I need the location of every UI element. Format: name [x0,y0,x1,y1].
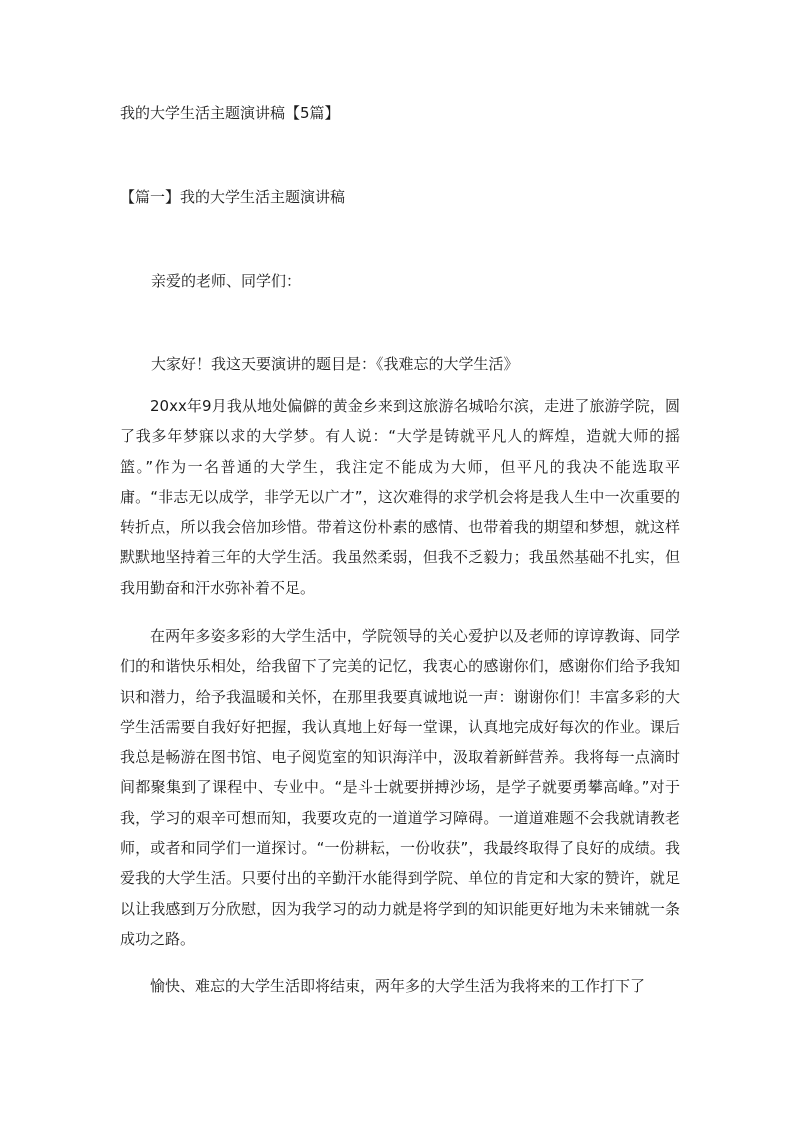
body-paragraph: 愉快、难忘的大学生活即将结束，两年多的大学生活为我将来的工作打下了 [150,977,646,995]
speech-greeting: 大家好！我这天要演讲的题目是：《我难忘的大学生活》 [151,355,519,373]
body-paragraph: 20xx年9月我从地处偏僻的黄金乡来到这旅游名城哈尔滨，走进了旅游学院，圆了我多年梦寐以求的大学梦。有人说：“大学是铸就平凡人的辉煌，造就大师的摇篮。”作为一名普通的大学生，我注定不能成为大师，但平凡的我决不能选取平庸。“非志无以成学，非学无以广才”，这次难得的求学机会将是我人生中一次重要的转折点，所以我会倍加珍惜。带着这份朴素的感情、也带着我的期望和梦想，就这样默默地坚持着三年的大学生活。我虽然柔弱，但我不乏毅力；我虽然基础不扎实，但我用勤奋和汗水弥补着不足。 [120,397,680,597]
section-title: 【篇一】我的大学生活主题演讲稿 [120,188,346,206]
document-title: 我的大学生活主题演讲稿【5篇】 [120,104,340,122]
body-paragraph: 在两年多姿多彩的大学生活中，学院领导的关心爱护以及老师的谆谆教诲、同学们的和谐快乐相处，给我留下了完美的记忆，我衷心的感谢你们，感谢你们给予我知识和潜力，给予我温暖和关怀，在那里我要真诚地说一声：谢谢你们！丰富多彩的大学生活需要自我好好把握，我认真地上好每一堂课，认真地完成好每次的作业。课后我总是畅游在图书馆、电子阅览室的知识海洋中，汲取着新鲜营养。我将每一点滴时间都聚集到了课程中、专业中。“是斗士就要拼搏沙场，是学子就要勇攀高峰。”对于我，学习的艰辛可想而知，我要攻克的一道道学习障碍。一道道难题不会我就请教老师，或者和同学们一道探讨。“一份耕耘，一份收获”，我最终取得了良好的成绩。我爱我的大学生活。只要付出的辛勤汗水能得到学院、单位的肯定和大家的赞许，就足以让我感到万分欣慰，因为我学习的动力就是将学到的知识能更好地为未来铺就一条成功之路。 [120,627,680,948]
speech-salutation: 亲爱的老师、同学们： [151,272,302,290]
